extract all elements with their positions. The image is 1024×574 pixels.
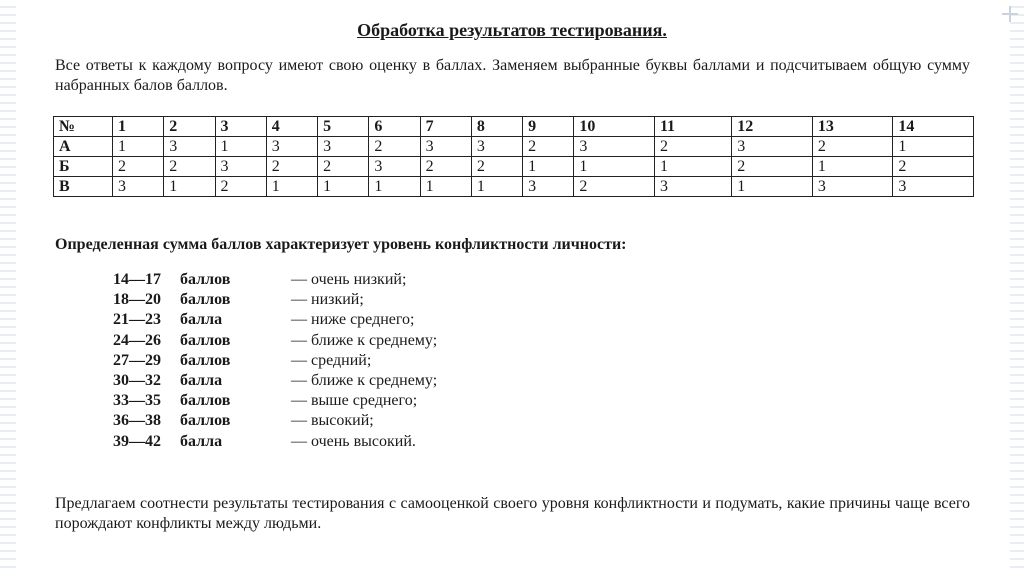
table-cell: 2	[215, 177, 266, 197]
table-cell: 2	[369, 137, 420, 157]
table-cell: 1	[812, 157, 893, 177]
level-range: 24—26	[113, 331, 161, 349]
table-cell: 2	[164, 157, 215, 177]
level-range: 33—35	[113, 392, 161, 410]
table-cell: 1	[369, 177, 420, 197]
level-unit: баллов	[180, 291, 231, 309]
level-unit: балла	[180, 432, 223, 450]
table-cell: 2	[420, 157, 471, 177]
table-cell: 1	[893, 137, 974, 157]
table-cell: 3	[369, 157, 420, 177]
table-header-cell: 7	[420, 117, 471, 137]
table-header-cell: 14	[893, 117, 974, 137]
table-cell: 1	[420, 177, 471, 197]
levels-heading: Определенная сумма баллов характеризует уровень конфликтности личности:	[55, 236, 627, 253]
level-description: — ниже среднего;	[291, 311, 415, 329]
level-range: 30—32	[113, 371, 161, 389]
table-cell: 3	[113, 177, 164, 197]
table-cell: 3	[471, 137, 522, 157]
table-header-cell: 9	[523, 117, 574, 137]
table-row-a	[54, 137, 974, 157]
level-range: 14—17	[113, 271, 161, 288]
level-description: — ближе к среднему;	[291, 331, 438, 349]
table-header-cell: 12	[732, 117, 813, 137]
table-header-cell: 5	[318, 117, 369, 137]
table-cell: 3	[318, 137, 369, 157]
table-cell: 2	[266, 157, 317, 177]
level-unit: баллов	[180, 271, 231, 288]
table-row-label: Б	[54, 157, 113, 177]
table-cell: 1	[266, 177, 317, 197]
table-cell: 1	[215, 137, 266, 157]
table-header-cell: 2	[164, 117, 215, 137]
table-header-cell: 10	[574, 117, 655, 137]
table-header-cell: 6	[369, 117, 420, 137]
table-cell: 2	[574, 177, 655, 197]
table-cell: 3	[812, 177, 893, 197]
table-cell: 3	[654, 177, 731, 197]
table-row-label: В	[54, 177, 113, 197]
table-header-cell: 13	[812, 117, 893, 137]
table-cell: 1	[654, 157, 731, 177]
table-header-cell: 8	[471, 117, 522, 137]
level-description: — очень низкий;	[291, 271, 407, 288]
table-cell: 1	[318, 177, 369, 197]
table-cell: 3	[893, 177, 974, 197]
table-row-v	[54, 177, 974, 197]
level-unit: баллов	[180, 331, 231, 349]
decorative-border-right	[1010, 0, 1024, 574]
table-header-cell: 4	[266, 117, 317, 137]
table-row-b	[54, 157, 974, 177]
level-unit: баллов	[180, 392, 231, 410]
level-range: 18—20	[113, 291, 161, 309]
closing-paragraph: Предлагаем соотнести результаты тестирования с самооценкой своего уровня конфликтности и подумать, какие причины чаще всего порождают конфликты между людьми.	[55, 495, 970, 532]
table-cell: 1	[574, 157, 655, 177]
intro-paragraph: Все ответы к каждому вопросу имеют свою оценку в баллах. Заменяем выбранные буквы баллами и подсчитываем общую сумму набранных балов баллов.	[55, 57, 970, 94]
table-cell: 2	[471, 157, 522, 177]
table-cell: 1	[523, 157, 574, 177]
level-description: — выше среднего;	[291, 392, 418, 410]
decorative-border-left	[0, 0, 16, 574]
level-unit: балла	[180, 311, 223, 329]
table-cell: 3	[420, 137, 471, 157]
level-description: — низкий;	[291, 291, 364, 309]
table-cell: 2	[732, 157, 813, 177]
level-range: 21—23	[113, 311, 161, 329]
table-header-cell: 1	[113, 117, 164, 137]
table-header-cell: 3	[215, 117, 266, 137]
level-description: — средний;	[291, 351, 372, 369]
table-cell: 2	[523, 137, 574, 157]
table-cell: 1	[471, 177, 522, 197]
table-cell: 2	[318, 157, 369, 177]
level-description: — высокий;	[291, 412, 374, 430]
level-unit: баллов	[180, 412, 231, 430]
level-range: 27—29	[113, 351, 161, 369]
scores-table	[53, 116, 974, 197]
level-description: — ближе к среднему;	[291, 371, 438, 389]
page-title: Обработка результатов тестирования.	[357, 20, 667, 40]
level-description: — очень высокий.	[291, 432, 416, 450]
table-cell: 3	[266, 137, 317, 157]
table-header-cell: 11	[654, 117, 731, 137]
level-range: 36—38	[113, 412, 161, 430]
table-row-label: А	[54, 137, 113, 157]
table-cell: 3	[574, 137, 655, 157]
level-unit: балла	[180, 371, 223, 389]
table-cell: 1	[113, 137, 164, 157]
table-cell: 2	[113, 157, 164, 177]
table-header-cell: №	[54, 117, 113, 137]
table-cell: 1	[732, 177, 813, 197]
level-range: 39—42	[113, 432, 161, 450]
table-cell: 1	[164, 177, 215, 197]
table-cell: 2	[654, 137, 731, 157]
table-cell: 2	[812, 137, 893, 157]
table-cell: 3	[523, 177, 574, 197]
table-cell: 3	[215, 157, 266, 177]
table-cell: 3	[164, 137, 215, 157]
table-cell: 2	[893, 157, 974, 177]
level-unit: баллов	[180, 351, 231, 369]
table-cell: 3	[732, 137, 813, 157]
table-header-row	[54, 117, 974, 137]
